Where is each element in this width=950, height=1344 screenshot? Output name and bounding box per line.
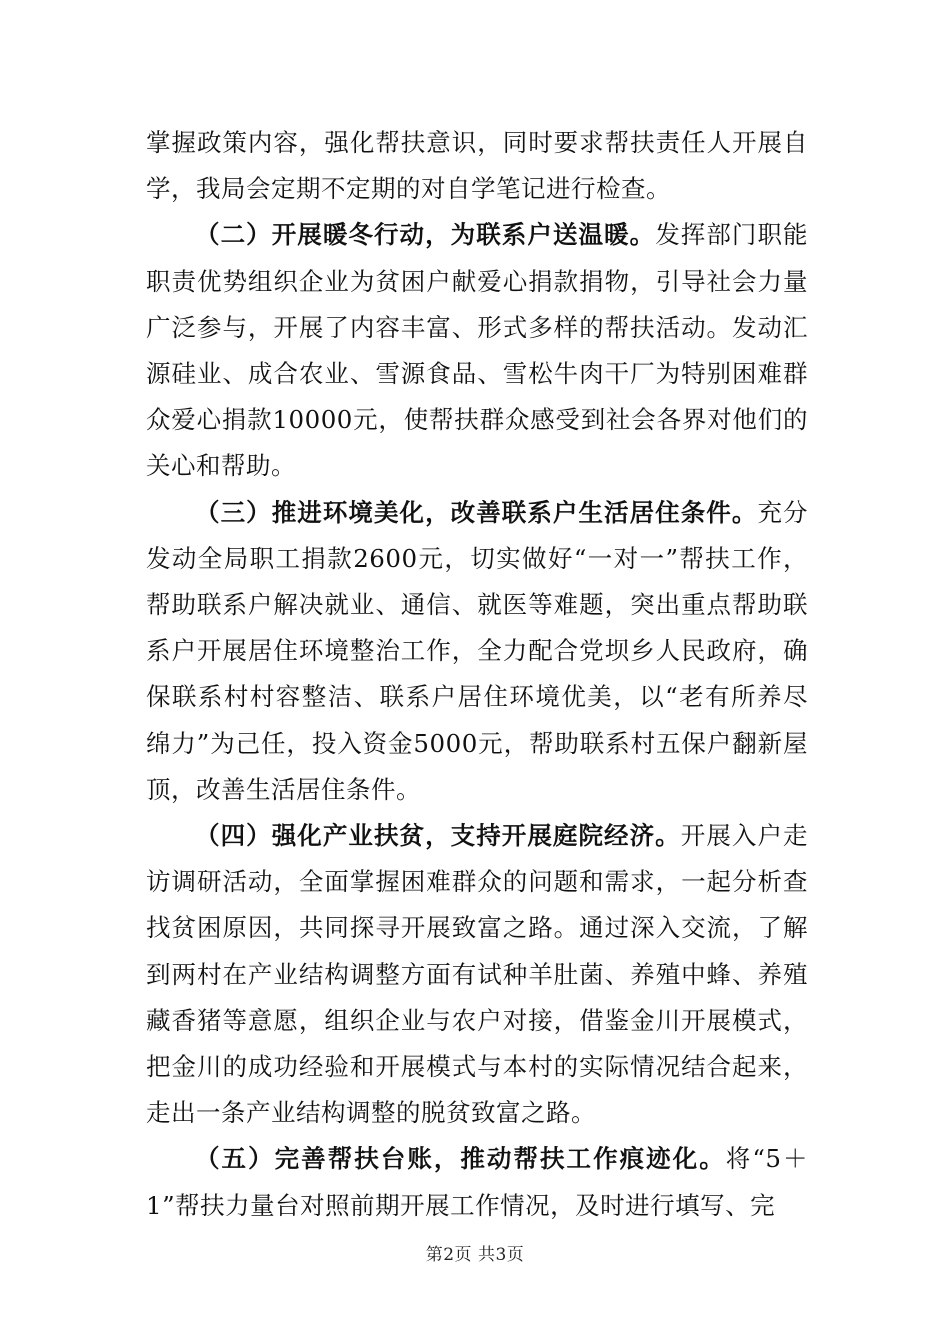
paragraph-3-heading: （三）推进环境美化，改善联系户生活居住条件。 <box>195 497 758 527</box>
paragraph-4-body: 开展入户走访调研活动，全面掌握困难群众的问题和需求，一起分析查找贫困原因，共同探寻开展致富之路。通过深入交流，了解到两村在产业结构调整方面有试种羊肚菌、养殖中蜂、养殖藏香猪等意愿，组织企业与农户对接，借鉴金川开展模式，把金川的成功经验和开展模式与本村的实际情况结合起来，走出一条产业结构调整的脱贫致富之路。 <box>146 821 809 1128</box>
paragraph-2-body: 发挥部门职能职责优势组织企业为贫困户献爱心捐款捐物，引导社会力量广泛参与，开展了内容丰富、形式多样的帮扶活动。发动汇源硅业、成合农业、雪源食品、雪松牛肉干厂为特别困难群众爱心捐款10000元，使帮扶群众感受到社会各界对他们的关心和帮助。 <box>146 220 809 481</box>
paragraph-4-heading: （四）强化产业扶贫，支持开展庭院经济。 <box>195 821 681 851</box>
page-footer: 第2页 共3页 <box>425 1245 525 1265</box>
paragraph-5-heading: （五）完善帮扶台账，推动帮扶工作痕迹化。 <box>195 1144 726 1174</box>
paragraph-5 <box>146 1136 808 1228</box>
paragraph-3 <box>146 490 808 813</box>
paragraph-2-heading: （二）开展暖冬行动，为联系户送温暖。 <box>195 220 656 250</box>
document-body <box>146 120 808 1229</box>
paragraph-5-body: 将“5＋1”帮扶力量台对照前期开展工作情况，及时进行填写、完 <box>146 1144 808 1220</box>
paragraph-4 <box>146 813 808 1136</box>
paragraph-2 <box>146 212 808 489</box>
continuation-paragraph: 掌握政策内容，强化帮扶意识，同时要求帮扶责任人开展自学，我局会定期不定期的对自学笔记进行检查。 <box>146 128 808 204</box>
paragraph-3-body: 充分发动全局职工捐款2600元，切实做好“一对一”帮扶工作，帮助联系户解决就业、通信、就医等难题，突出重点帮助联系户开展居住环境整治工作，全力配合党坝乡人民政府，确保联系村村容整洁、联系户居住环境优美，以“老有所养尽绵力”为己任，投入资金5000元，帮助联系村五保户翻新屋顶，改善生活居住条件。 <box>146 497 809 804</box>
